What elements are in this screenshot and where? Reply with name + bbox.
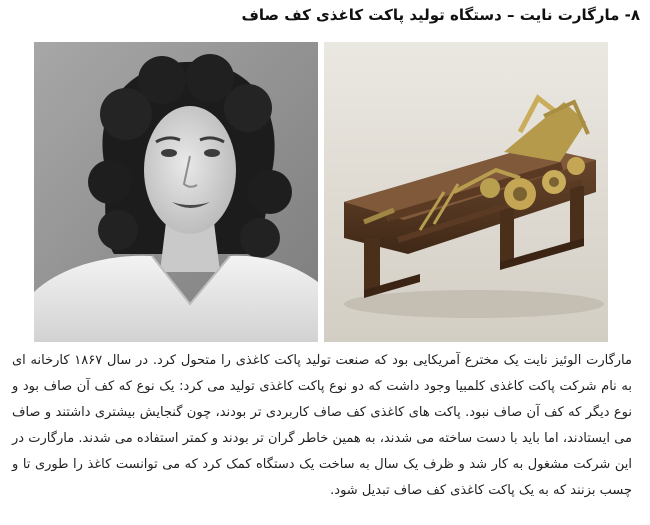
machine-photo [324,42,608,342]
article-heading: ۸- مارگارت نایت – دستگاه تولید پاکت کاغذی کف صاف [241,6,640,24]
article-paragraph: مارگارت الوئیز نایت یک مخترع آمریکایی بود که صنعت تولید پاکت کاغذی را متحول کرد. در سال ۱۸۶۷ کارخانه ای به نام شرکت پاکت کاغذی کلمبیا وجود داشت که دو نوع پاکت کاغذی تولید می کرد: یک نوع که کف آن صاف بود و نوع دیگر که کف آن صاف نبود. پاکت های کاغذی کف صاف کاربردی تر بودند، چون گنجایش بیشتری داشتند و صاف می ایستادند، اما باید با دست ساخته می شدند، به همین خاطر گران تر بودند و کمتر استفاده می شدند. مارگارت در این شرکت مشغول به کار شد و ظرف یک سال به ساخت یک دستگاه کمک کرد که می توانست کاغذ را طوری تا و چسب بزنند که به یک پاکت کاغذی کف صاف تبدیل شود. [12,353,632,498]
portrait-photo [34,42,318,342]
